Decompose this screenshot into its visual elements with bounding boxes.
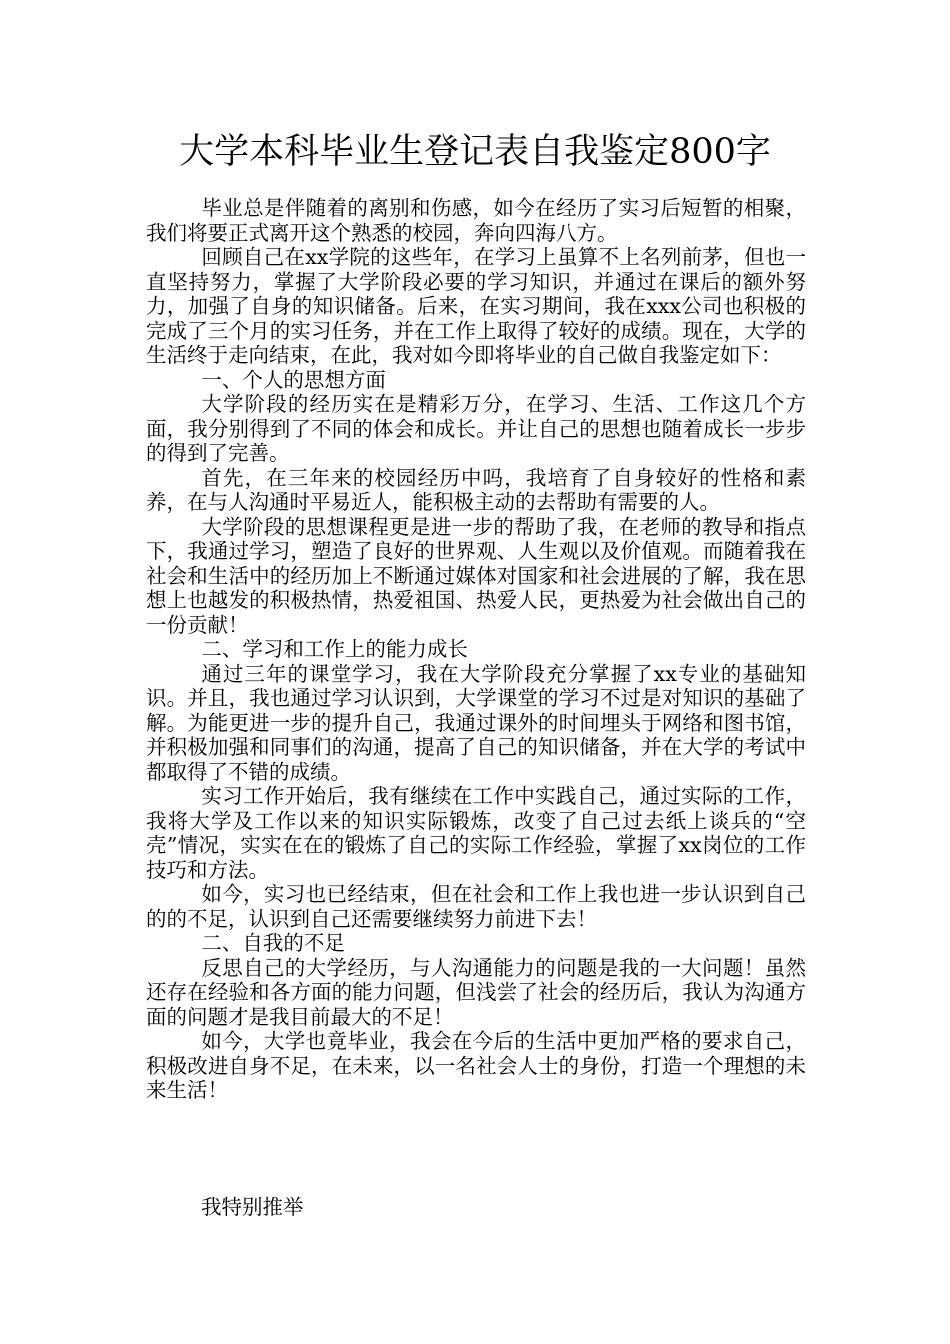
paragraph-shortcoming-awareness: 如今，实习也已经结束，但在社会和工作上我也进一步认识到自己的的不足，认识到自己还需要继续努力前进下去！ — [146, 882, 806, 931]
paragraph-character: 首先，在三年来的校园经历中吗，我培育了自身较好的性格和素养，在与人沟通时平易近人，能积极主动的去帮助有需要的人。 — [146, 465, 806, 514]
document-title: 大学本科毕业生登记表自我鉴定800字 — [179, 132, 771, 172]
section-heading-shortcomings: 二、自我的不足 — [201, 931, 345, 955]
paragraph-internship: 实习工作开始后，我有继续在工作中实践自己，通过实际的工作，我将大学及工作以来的知识实际锻炼，改变了自己过去纸上谈兵的“空壳”情况，实实在在的锻炼了自己的实际工作经验，掌握了xx岗位的工作技巧和方法。 — [146, 784, 806, 882]
paragraph-review: 回顾自己在xx学院的这些年，在学习上虽算不上名列前茅，但也一直坚持努力，掌握了大学阶段必要的学习知识，并通过在课后的额外努力，加强了自身的知识储备。后来，在实习期间，我在xxx公司也积极的完成了三个月的实习任务，并在工作上取得了较好的成绩。现在，大学的生活终于走向结束，在此，我对如今即将毕业的自己做自我鉴定如下： — [146, 245, 806, 367]
section-heading-ability: 二、学习和工作上的能力成长 — [201, 637, 468, 661]
paragraph-ideology: 大学阶段的思想课程更是进一步的帮助了我，在老师的教导和指点下，我通过学习，塑造了良好的世界观、人生观以及价值观。而随着我在社会和生活中的经历加上不断通过媒体对国家和社会进展的了解，我在思想上也越发的积极热情，热爱祖国、热爱人民，更热爱为社会做出自己的一份贡献！ — [146, 514, 806, 637]
paragraph-experience: 大学阶段的经历实在是精彩万分，在学习、生活、工作这几个方面，我分别得到了不同的体会和成长。并让自己的思想也随着成长一步步的得到了完善。 — [146, 392, 806, 465]
paragraph-intro: 毕业总是伴随着的离别和伤感，如今在经历了实习后短暂的相聚，我们将要正式离开这个熟悉的校园，奔向四海八方。 — [146, 196, 806, 245]
paragraph-future: 如今，大学也竟毕业，我会在今后的生活中更加严格的要求自己，积极改进自身不足，在未来，以一名社会人士的身份，打造一个理想的未来生活！ — [146, 1029, 806, 1102]
section-heading-thought: 一、个人的思想方面 — [201, 367, 386, 392]
document-body — [146, 196, 806, 1103]
closing-text: 我特别推举 — [201, 1195, 304, 1219]
paragraph-study: 通过三年的课堂学习，我在大学阶段充分掌握了xx专业的基础知识。并且，我也通过学习认识到，大学课堂的学习不过是对知识的基础了解。为能更进一步的提升自己，我通过课外的时间埋头于网络和图书馆，并积极加强和同事们的沟通，提高了自己的知识储备，并在大学的考试中都取得了不错的成绩。 — [146, 661, 806, 784]
paragraph-reflection: 反思自己的大学经历，与人沟通能力的问题是我的一大问题！虽然还存在经验和各方面的能力问题，但浅尝了社会的经历后，我认为沟通方面的问题才是我目前最大的不足！ — [146, 955, 806, 1029]
